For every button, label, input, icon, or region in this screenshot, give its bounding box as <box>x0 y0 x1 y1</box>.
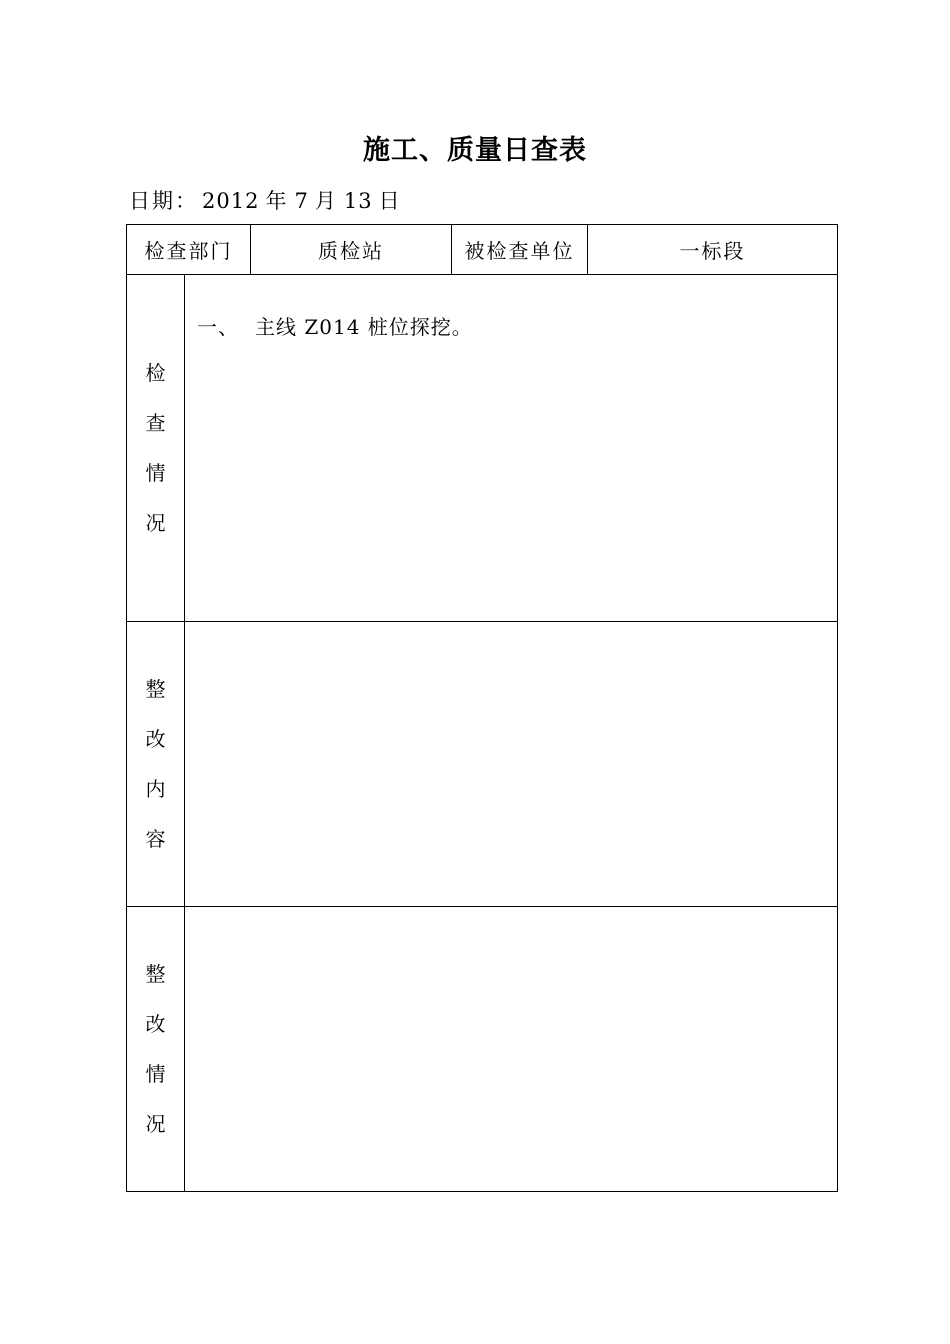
date-month-unit: 月 <box>314 189 338 213</box>
inspection-form-table <box>126 224 838 1192</box>
dept-value: 质检站 <box>318 239 384 263</box>
inspection-item-index: 一、 <box>197 315 239 339</box>
rectification-content-label: 整改内容 <box>145 677 166 851</box>
dept-value-cell[interactable] <box>251 225 452 275</box>
inspection-label: 检查情况 <box>145 361 166 535</box>
date-day-unit: 日 <box>378 189 402 213</box>
inspection-item-text: 主线 Z014 桩位探挖。 <box>255 315 473 339</box>
date-label: 日期： <box>129 189 198 213</box>
dept-label: 检查部门 <box>144 239 233 263</box>
inspection-row <box>127 275 838 622</box>
rectification-status-label-cell <box>127 907 185 1192</box>
dept-label-cell <box>127 225 251 275</box>
rectification-content-row <box>127 622 838 907</box>
unit-label: 被检查单位 <box>464 239 575 263</box>
date-year: 2012 <box>202 189 260 213</box>
rectification-content-cell[interactable] <box>185 622 838 907</box>
unit-label-cell <box>452 225 588 275</box>
rectification-status-cell[interactable] <box>185 907 838 1192</box>
unit-value-cell[interactable] <box>588 225 838 275</box>
rectification-content-label-cell <box>127 622 185 907</box>
date-year-unit: 年 <box>265 189 289 213</box>
rectification-status-row <box>127 907 838 1192</box>
rectification-status-label: 整改情况 <box>145 962 166 1136</box>
header-row <box>127 225 838 275</box>
inspection-label-cell <box>127 275 185 622</box>
inspection-item <box>197 313 837 341</box>
date-day: 13 <box>343 189 373 213</box>
unit-value: 一标段 <box>679 239 746 263</box>
date-line <box>129 186 402 216</box>
page-title: 施工、质量日查表 <box>363 135 587 166</box>
date-month: 7 <box>294 189 309 213</box>
inspection-content-cell[interactable] <box>185 275 838 622</box>
